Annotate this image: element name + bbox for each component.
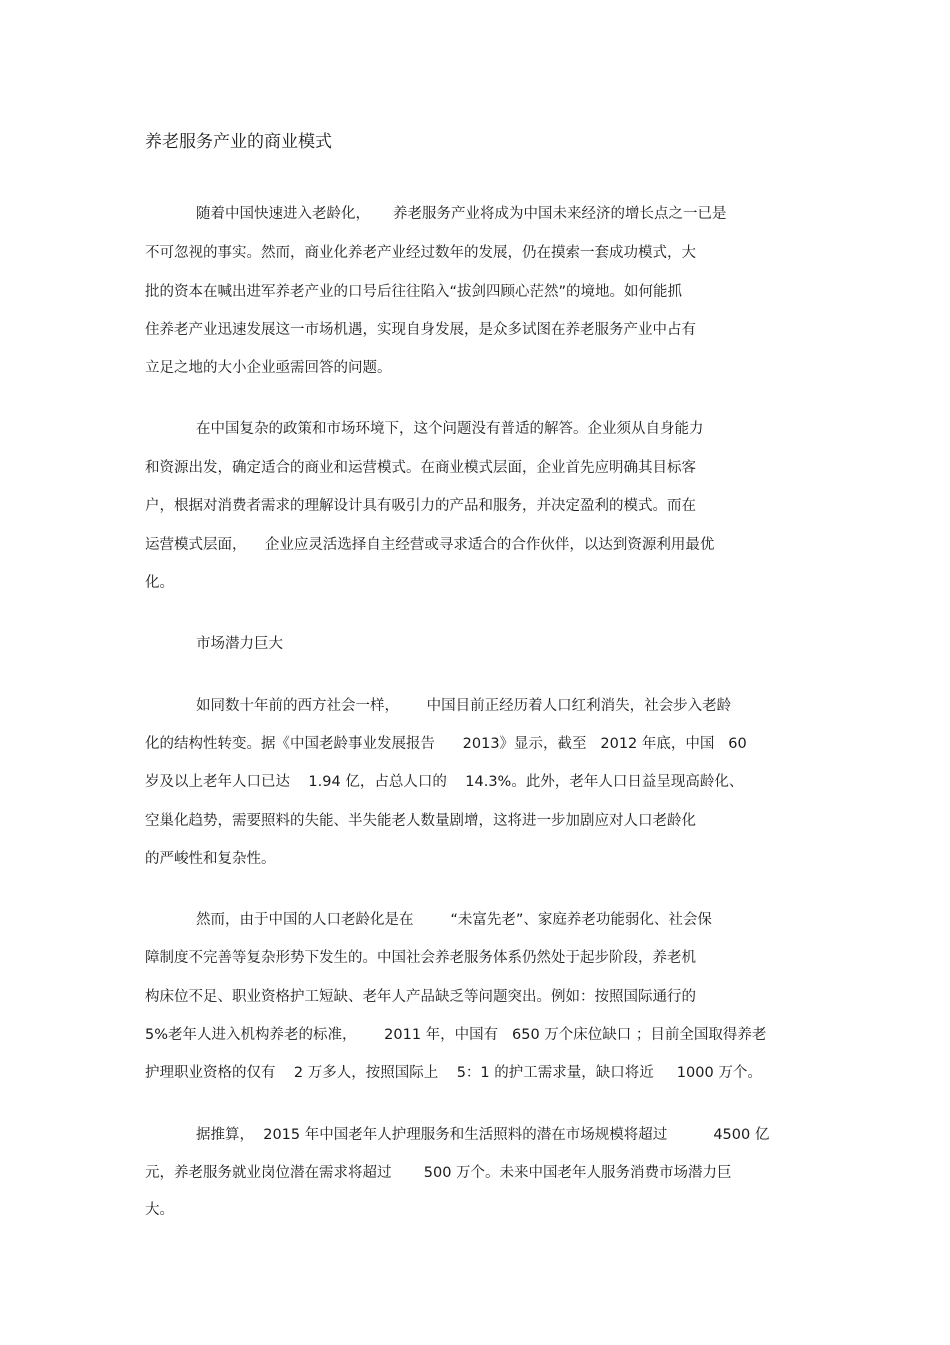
paragraph-line: 运营模式层面， 企业应灵活选择自主经营或寻求适合的合作伙伴，以达到资源利用最优	[145, 537, 715, 553]
paragraph-line: 户，根据对消费者需求的理解设计具有吸引力的产品和服务，并决定盈利的模式。而在	[145, 498, 696, 514]
paragraph-line: 批的资本在喊出进军养老产业的口号后往往陷入“拔剑四顾心茫然”的境地。如何能抓	[145, 284, 683, 300]
paragraph-line: 化的结构性转变。据《中国老龄事业发展报告 2013》显示，截至 2012 年底，中国 60	[145, 736, 747, 752]
paragraph-line: 在中国复杂的政策和市场环境下，这个问题没有普适的解答。企业须从自身能力	[196, 421, 704, 437]
paragraph-line: 随着中国快速进入老龄化， 养老服务产业将成为中国未来经济的增长点之一已是	[196, 206, 727, 222]
paragraph-line: 然而，由于中国的人口老龄化是在 “未富先老”、家庭养老功能弱化、社会保	[196, 912, 712, 928]
paragraph-line: 住养老产业迅速发展这一市场机遇，实现自身发展，是众多试图在养老服务产业中占有	[145, 322, 696, 338]
paragraph-line: 构床位不足、职业资格护工短缺、老年人产品缺乏等问题突出。例如：按照国际通行的	[145, 989, 696, 1005]
paragraph-line: 和资源出发，确定适合的商业和运营模式。在商业模式层面，企业首先应明确其目标客	[145, 460, 696, 476]
paragraph-line: 立足之地的大小企业亟需回答的问题。	[145, 360, 392, 376]
paragraph-line: 空巢化趋势，需要照料的失能、半失能老人数量剧增，这将进一步加剧应对人口老龄化	[145, 813, 696, 829]
paragraph-line: 护理职业资格的仅有 2 万多人，按照国际上 5：1 的护工需求量，缺口将近 1000 万个。	[145, 1065, 762, 1081]
paragraph-line: 障制度不完善等复杂形势下发生的。中国社会养老服务体系仍然处于起步阶段，养老机	[145, 950, 696, 966]
paragraph-line: 大。	[145, 1202, 174, 1218]
section-heading: 市场潜力巨大	[196, 636, 283, 652]
paragraph-line: 5%老年人进入机构养老的标准， 2011 年，中国有 650 万个床位缺口 ；目前全国取得养老	[145, 1027, 767, 1043]
paragraph-line: 不可忽视的事实。然而，商业化养老产业经过数年的发展，仍在摸索一套成功模式，大	[145, 245, 696, 261]
document-title: 养老服务产业的商业模式	[145, 132, 332, 152]
paragraph-line: 元，养老服务就业岗位潜在需求将超过 500 万个。未来中国老年人服务消费市场潜力巨	[145, 1165, 732, 1181]
paragraph-line: 化。	[145, 575, 174, 591]
paragraph-line: 如同数十年前的西方社会一样， 中国目前正经历着人口红利消失，社会步入老龄	[196, 698, 732, 714]
paragraph-line: 岁及以上老年人口已达 1.94 亿，占总人口的 14.3%。此外，老年人口日益呈现高龄化、	[145, 774, 744, 790]
paragraph-line: 的严峻性和复杂性。	[145, 851, 276, 867]
paragraph-line: 据推算， 2015 年中国老年人护理服务和生活照料的潜在市场规模将超过 4500 亿	[196, 1127, 770, 1143]
